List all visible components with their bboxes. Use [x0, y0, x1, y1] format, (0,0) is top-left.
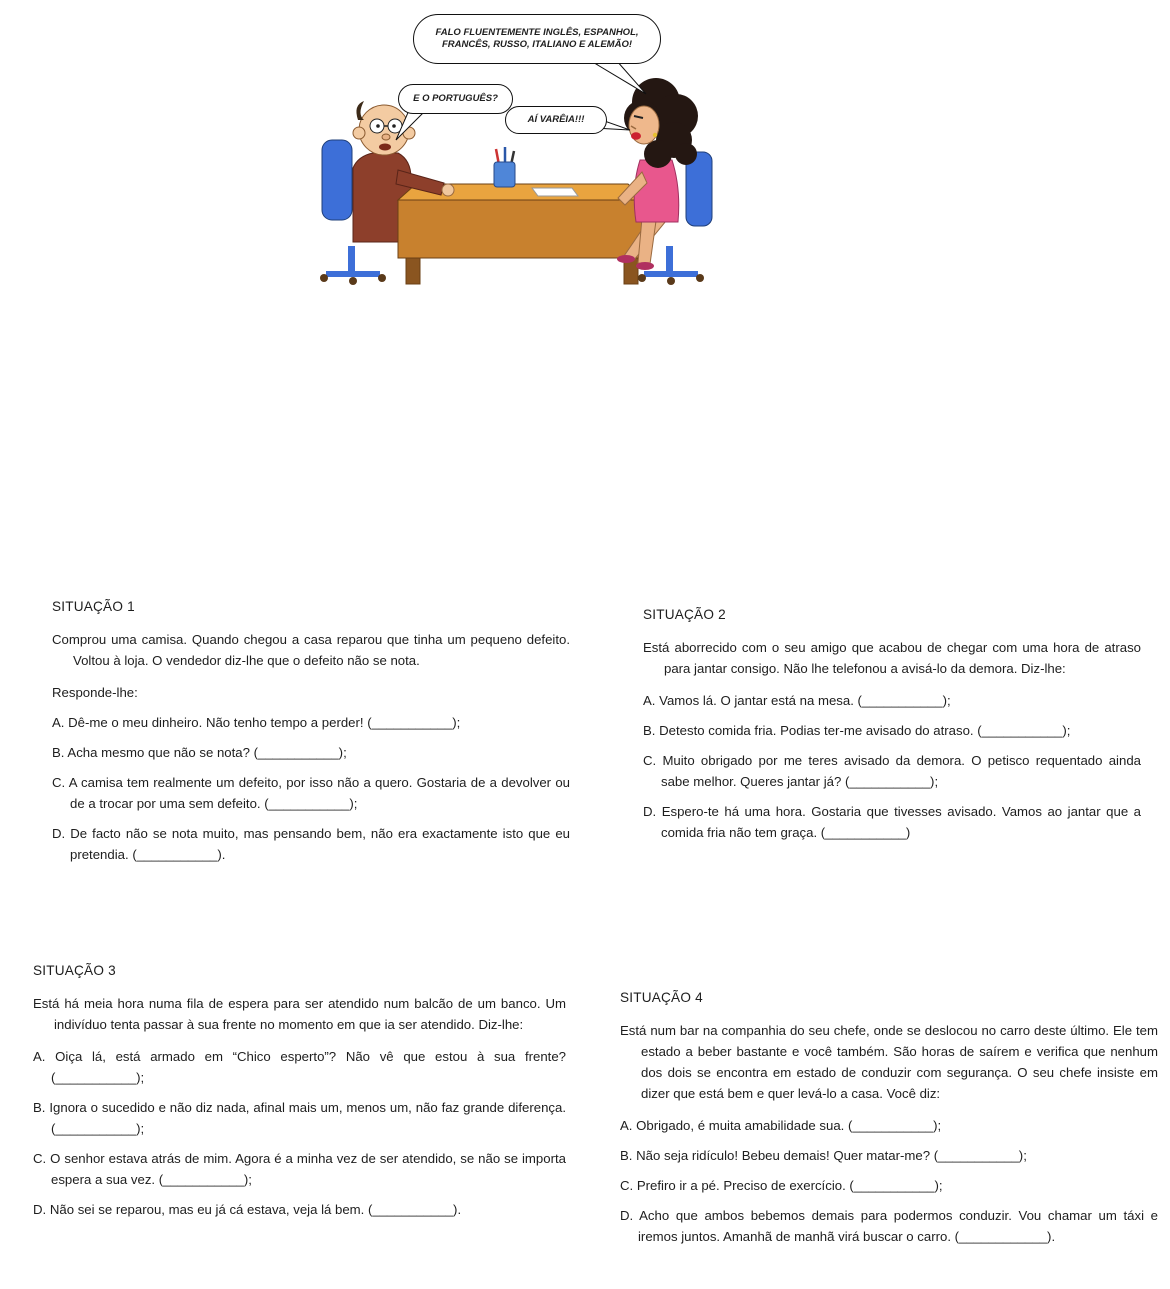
option-item: [643, 720, 1141, 741]
option-item: [643, 690, 1141, 711]
desk: [398, 184, 646, 284]
speech-bubble-varies: AÍ VARÊIA!!!: [505, 106, 607, 134]
option-label: C.: [643, 753, 657, 768]
option-text: Não seja ridículo! Bebeu demais! Quer matar-me? (___________);: [636, 1148, 1027, 1163]
option-text: Não sei se reparou, mas eu já cá estava, veja lá bem. (___________).: [49, 1202, 462, 1217]
option-label: A.: [52, 715, 65, 730]
cartoon-image: [298, 2, 733, 294]
option-label: C.: [33, 1151, 47, 1166]
option-item: [52, 712, 570, 733]
pen-cup: [494, 147, 515, 187]
option-text: Obrigado, é muita amabilidade sua. (___________);: [636, 1118, 942, 1133]
option-text: Acha mesmo que não se nota? (___________);: [67, 745, 347, 760]
option-item: [33, 1046, 566, 1088]
option-item: [620, 1145, 1158, 1166]
option-item: [643, 750, 1141, 792]
option-label: D.: [643, 804, 657, 819]
option-item: [52, 772, 570, 814]
option-text: Acho que ambos bebemos demais para podermos conduzir. Vou chamar um táxi e iremos juntos. Amanhã de manhã virá buscar o carro. (____________).: [638, 1208, 1158, 1244]
option-label: B.: [620, 1148, 633, 1163]
option-text: Prefiro ir a pé. Preciso de exercício. (___________);: [636, 1178, 943, 1193]
situation-3-section: [33, 960, 566, 1229]
situation-intro: Está aborrecido com o seu amigo que acabou de chegar com uma hora de atraso para jantar consigo. Não lhe telefonou a avisá-lo da demora. Diz-lhe:: [643, 640, 1141, 676]
option-item: [33, 1148, 566, 1190]
option-label: A.: [643, 693, 656, 708]
option-text: Dê-me o meu dinheiro. Não tenho tempo a perder! (___________);: [68, 715, 461, 730]
option-label: D.: [33, 1202, 47, 1217]
situation-prompt: Responde-lhe:: [52, 685, 138, 700]
option-label: C.: [620, 1178, 634, 1193]
option-label: A.: [620, 1118, 633, 1133]
option-label: B.: [33, 1100, 46, 1115]
option-text: Muito obrigado por me teres avisado da demora. O petisco requentado ainda sabe melhor. Queres jantar já? (___________);: [661, 753, 1141, 789]
option-label: B.: [52, 745, 65, 760]
option-item: [620, 1205, 1158, 1247]
situation-intro: Está há meia hora numa fila de espera para ser atendido num balcão de um banco. Um indivíduo tenta passar à sua frente no momento em que ia ser atendido. Diz-lhe:: [33, 996, 566, 1032]
option-item: [643, 801, 1141, 843]
option-label: B.: [643, 723, 656, 738]
option-text: Vamos lá. O jantar está na mesa. (___________);: [659, 693, 951, 708]
situation-intro: Está num bar na companhia do seu chefe, onde se deslocou no carro deste último. Ele tem estado a beber bastante e você também. São horas de saírem e verifica que nenhum dos dois se encontra em estado de conduzir com segurança. O seu chefe insiste em dizer que está bem e quer levá-lo a casa. Você diz:: [620, 1023, 1158, 1101]
situation-title: SITUAÇÃO 3: [33, 963, 116, 978]
option-label: D.: [52, 826, 66, 841]
option-label: C.: [52, 775, 66, 790]
option-item: [620, 1175, 1158, 1196]
option-item: [52, 742, 570, 763]
situation-title: SITUAÇÃO 1: [52, 599, 135, 614]
option-text: De facto não se nota muito, mas pensando bem, não era exactamente isto que eu pretendia. (___________).: [70, 826, 570, 862]
option-item: [33, 1097, 566, 1139]
option-text: Oiça lá, está armado em “Chico esperto”? Não vê que estou à sua frente? (___________);: [51, 1049, 566, 1085]
option-text: A camisa tem realmente um defeito, por isso não a quero. Gostaria de a devolver ou de a trocar por uma sem defeito. (___________);: [68, 775, 570, 811]
situation-4-section: [620, 987, 1158, 1256]
option-item: [52, 823, 570, 865]
situation-1-section: [52, 596, 570, 874]
option-item: [620, 1115, 1158, 1136]
situation-title: SITUAÇÃO 4: [620, 990, 703, 1005]
situation-2-section: [643, 604, 1141, 852]
option-text: Espero-te há uma hora. Gostaria que tivesses avisado. Vamos ao jantar que a comida fria não tem graça. (___________): [661, 804, 1141, 840]
speech-bubble-portuguese: E O PORTUGUÊS?: [398, 84, 513, 114]
option-label: A.: [33, 1049, 46, 1064]
option-item: [33, 1199, 566, 1220]
option-text: Detesto comida fria. Podias ter-me avisado do atraso. (___________);: [659, 723, 1071, 738]
option-label: D.: [620, 1208, 634, 1223]
man-hand: [442, 184, 454, 196]
option-text: O senhor estava atrás de mim. Agora é a minha vez de ser atendido, se não se importa espera a sua vez. (___________);: [50, 1151, 566, 1187]
option-text: Ignora o sucedido e não diz nada, afinal mais um, menos um, não faz grande diferença. (___________);: [49, 1100, 566, 1136]
speech-bubble-languages: FALO FLUENTEMENTE INGLÊS, ESPANHOL, FRANCÊS, RUSSO, ITALIANO E ALEMÃO!: [413, 14, 661, 64]
situation-intro: Comprou uma camisa. Quando chegou a casa reparou que tinha um pequeno defeito. Voltou à loja. O vendedor diz-lhe que o defeito não se nota.: [52, 632, 570, 668]
situation-title: SITUAÇÃO 2: [643, 607, 726, 622]
